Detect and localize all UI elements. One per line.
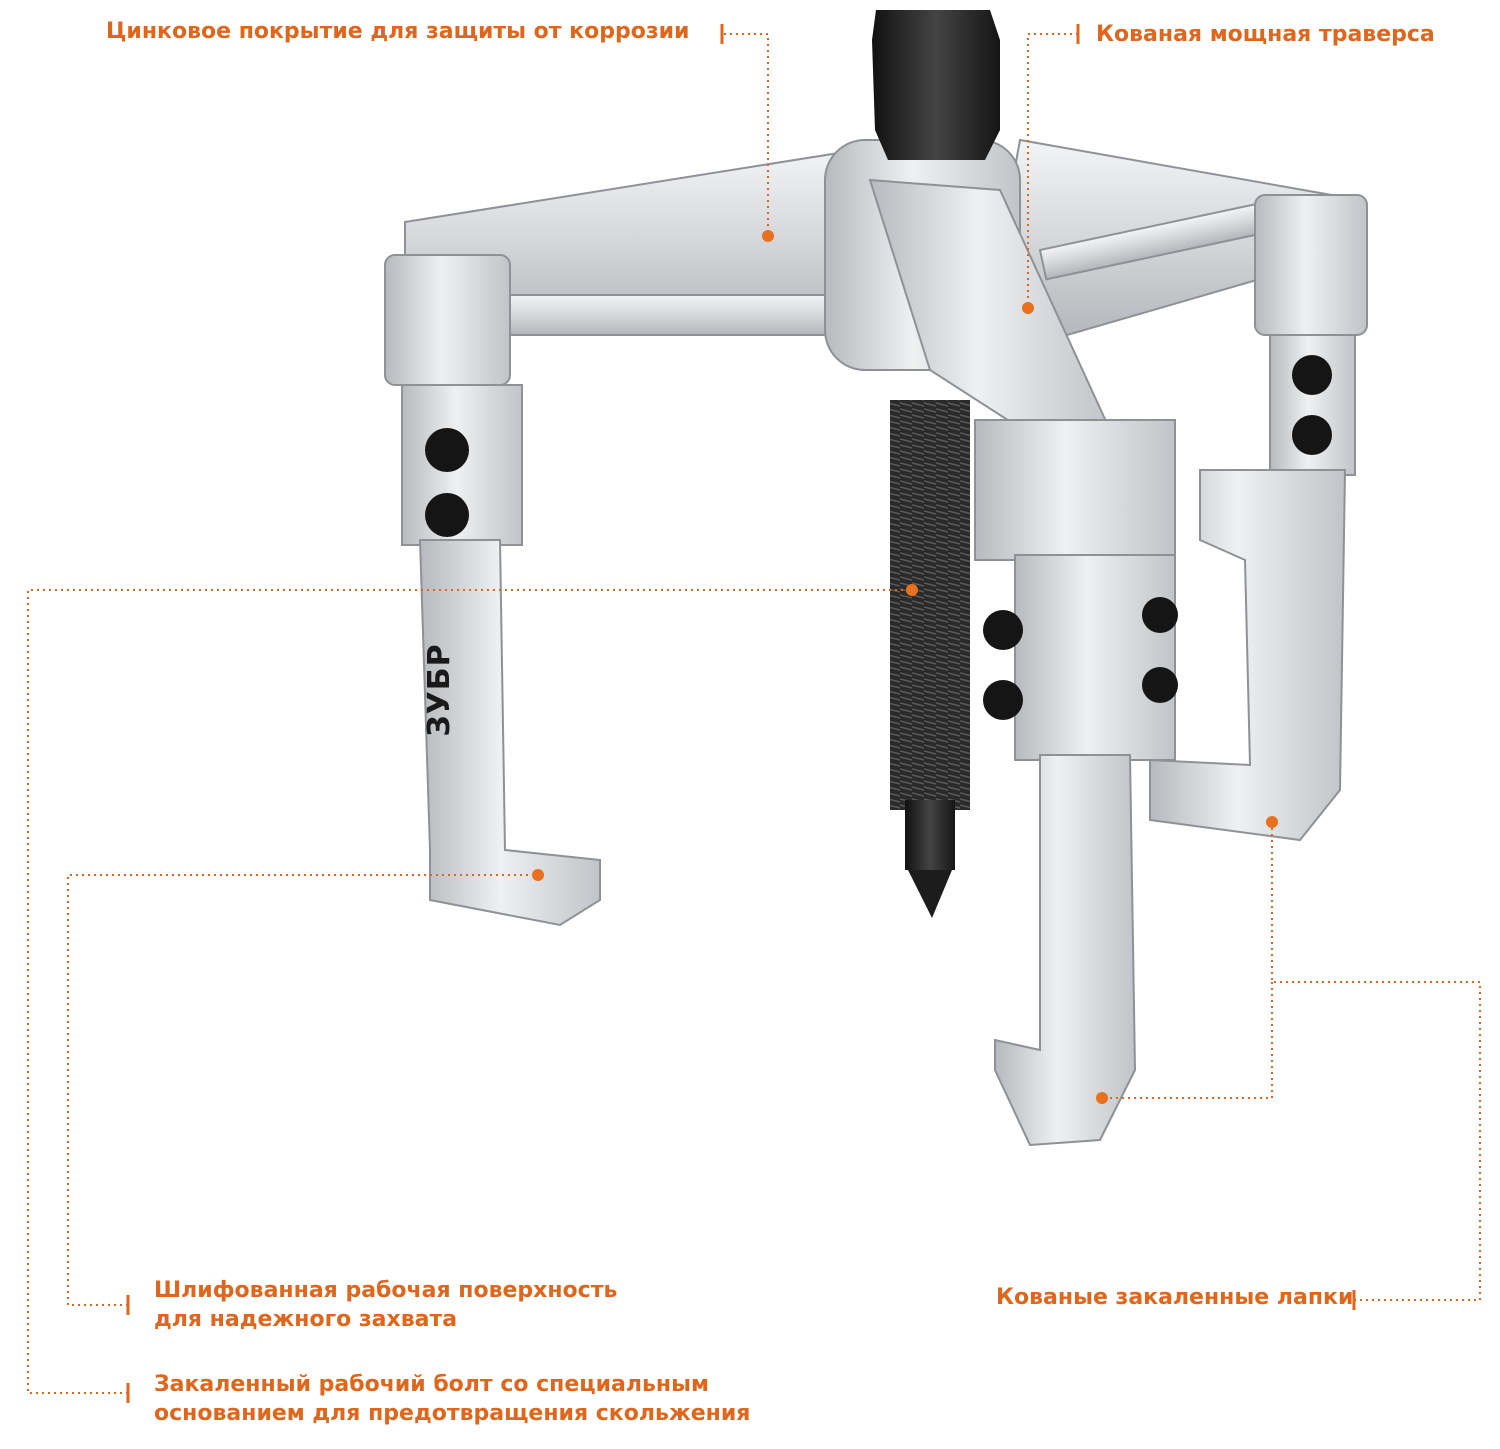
right-jaw-nut-upper <box>1292 355 1332 395</box>
spindle-tip <box>908 870 952 918</box>
spindle-lower <box>905 800 955 870</box>
dot-traverse <box>1022 302 1034 314</box>
spindle-thread <box>890 400 970 810</box>
left-jaw-nut-upper <box>425 428 469 472</box>
right-jaw-block <box>1255 195 1367 335</box>
brand-logo-zubr: ЗУБР <box>422 643 457 737</box>
dot-paws-right <box>1266 816 1278 828</box>
callout-forged-paws-text: Кованые закаленные лапки <box>996 1285 1354 1310</box>
dot-paws-front <box>1096 1092 1108 1104</box>
guide-bar-left <box>500 295 860 335</box>
leader-ground <box>68 875 538 1305</box>
callout-hardened-bolt-line1: Закаленный рабочий болт со специальным <box>154 1372 709 1397</box>
callout-zinc-coating <box>106 17 689 46</box>
callout-ground-surface-line1: Шлифованная рабочая поверхность <box>154 1278 618 1303</box>
callout-hardened-bolt-line2: основанием для предотвращения скольжения <box>154 1401 751 1426</box>
callout-forged-traverse-text: Кованая мощная траверса <box>1096 22 1435 47</box>
left-jaw-nut-lower <box>425 493 469 537</box>
right-jaw-leg <box>1150 470 1345 840</box>
puller-illustration <box>385 10 1367 1145</box>
dot-bolt <box>906 584 918 596</box>
leader-paws <box>1272 822 1480 1300</box>
callout-ground-surface-line2: для надежного захвата <box>154 1307 458 1332</box>
front-jaw-block <box>975 420 1175 560</box>
left-jaw-block <box>385 255 510 385</box>
hex-head <box>872 10 1000 160</box>
callout-ground-surface <box>154 1276 617 1334</box>
front-jaw-nut-3 <box>1142 597 1178 633</box>
dot-ground <box>532 869 544 881</box>
front-jaw-leg <box>995 755 1135 1145</box>
callout-zinc-coating-text: Цинковое покрытие для защиты от коррозии <box>106 19 690 44</box>
dot-zinc <box>762 230 774 242</box>
front-jaw-nut-4 <box>1142 667 1178 703</box>
front-jaw-nut-1 <box>983 610 1023 650</box>
front-jaw-nut-2 <box>983 680 1023 720</box>
right-jaw-nut-lower <box>1292 415 1332 455</box>
front-jaw-holder <box>1015 555 1175 760</box>
callout-forged-traverse <box>1096 20 1435 49</box>
callout-hardened-bolt <box>154 1370 750 1428</box>
callout-forged-paws <box>996 1283 1353 1312</box>
